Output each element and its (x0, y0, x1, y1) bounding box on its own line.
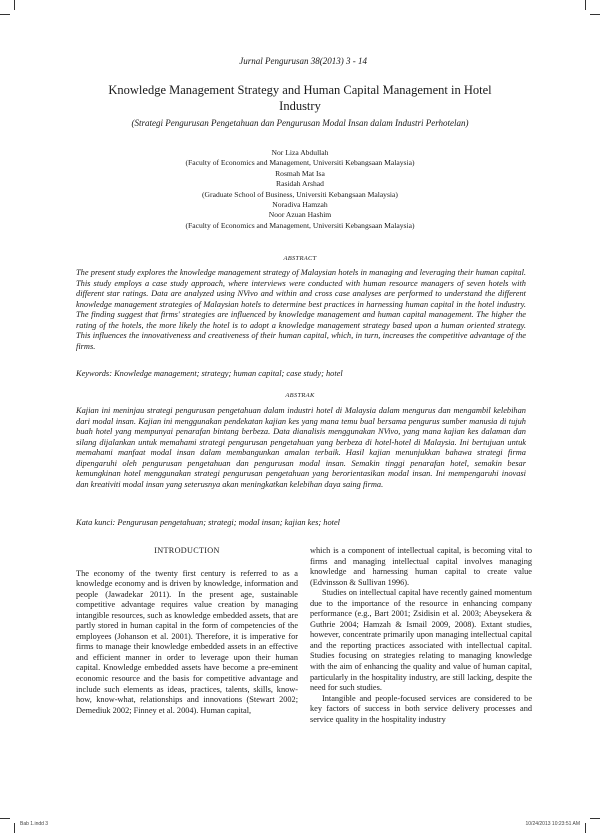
crop-mark-top-right-h (590, 14, 600, 15)
crop-mark-bottom-right-h (590, 818, 600, 819)
abstrak-keywords: Kata kunci: Pengurusan pengetahuan; strategi; modal insan; kajian kes; hotel (76, 518, 341, 527)
author-name: Rasidah Arshad (276, 179, 324, 189)
abstrak-text: Kajian ini meninjau strategi pengurusan pengetahuan dalam industri hotel di Malaysia dalam mengurus dan mengambil kelebihan dari modal insan. Kajian ini menggunakan pendekatan kajian kes yang mana temu bual bersama pengurus sumber manusia di tujuh buah hotel yang mempunyai penarafan bintang berbeza. Data dianalisis menggunakan NVivo, yang mana kajian kes dalaman dan silang dijalankan untuk memahami strategi pengurusan pengetahuan yang berbeza di hotel-hotel di Malaysia. Ini bertujuan untuk memahami manfaat modal insan dalam membangunkan amalan terbaik. Hasil kajian menunjukkan bahawa strategi firma dipengaruhi oleh pengurusan pengetahuan dan pengurusan modal insan. Semakin tinggi penarafan hotel, semakin besar kemungkinan hotel menggunakan strategi pengurusan pengetahuan yang berorientasikan modal insan. Ini mempengaruhi inovasi dan kreativiti modal insan yang seterusnya akan meningkatkan kelebihan daya saing firma. (76, 406, 526, 489)
paper-title: Knowledge Management Strategy and Human Capital Management in Hotel Industry (108, 83, 492, 113)
abstract-keywords: Keywords: Knowledge management; strategy; human capital; case study; hotel (76, 369, 343, 378)
intro-paragraph: which is a component of intellectual capital, is becoming vital to firms and managing intellectual capital involves managing knowledge and harnessing human capital to create value (Edvinsson & Sullivan 1996). (310, 546, 532, 587)
crop-mark-bottom-left-v (14, 823, 15, 833)
abstrak-heading: ABSTRAK (285, 392, 315, 399)
crop-mark-top-right-v (585, 0, 586, 10)
right-column (310, 546, 532, 725)
abstract-heading: ABSTRACT (283, 255, 317, 262)
intro-paragraph: The economy of the twenty first century is referred to as a knowledge economy and is driven by knowledge, information and people (Jawadekar 2011). In the present age, sustainable competitive advantage requires value creation by managing intangible resources, such as knowledge embedded assets, that are partly stored in human capital in the form of competencies of the employees (Johanson et al. 2001). Therefore, it is imperative for firms to manage their knowledge embedded assets in an effective and efficient manner in order to leverage upon their human capital. Knowledge embedded assets have become a pre-eminent economic resource and the basis for competitive advantage and include such elements as ideas, practices, talents, skills, know-how, know-what, relationships and innovations (Stewart 2002; Demediuk 2002; Finney et al. 2004). Human capital, (76, 568, 298, 715)
footer-file-label: Bab 1.indd 3 (20, 821, 49, 827)
author-name: Noradiva Hamzah (272, 200, 328, 210)
author-name: Noor Azuan Hashim (268, 210, 332, 220)
author-name: Rosmah Mat Isa (275, 168, 325, 178)
footer-timestamp: 10/24/2013 10:23:51 AM (525, 821, 580, 827)
left-column (76, 546, 298, 716)
crop-mark-bottom-right-v (585, 823, 586, 833)
crop-mark-bottom-left-h (0, 818, 10, 819)
author-name: Nor Liza Abdullah (271, 148, 329, 157)
intro-paragraph: Studies on intellectual capital have recently gained momentum due to the importance of the resource in enhancing company performance (e.g., Bart 2001; Zsidisin et al. 2003; Abeysekera & Guthrie 2004; Hamzah & Ismail 2009, 2008). Extant studies, however, concentrate primarily upon managing intellectual capital and the reporting practices associated with intellectual capital. Studies focusing on strategies relating to managing knowledge with the aim of enhancing the quality and value of human capital, particularly in the hospitality industry, are still lacking, despite the need for such studies. (310, 588, 532, 693)
crop-mark-top-left-h (0, 14, 10, 15)
author-affiliation: (Faculty of Economics and Management, Universiti Kebangsaan Malaysia) (185, 158, 415, 168)
author-list (90, 148, 510, 231)
author-affiliation: (Graduate School of Business, Universiti Kebangsaan Malaysia) (202, 189, 398, 199)
journal-citation: Jurnal Pengurusan 38(2013) 3 - 14 (239, 56, 367, 66)
abstract-text: The present study explores the knowledge management strategy of Malaysian hotels in managing and leveraging their human capital. This study employs a case study approach, where interviews were conducted with human resource managers of seven hotels with different star ratings. Data are analyzed using NVivo and within and cross case analyses are performed to understand the different knowledge management strategies of Malaysian hotels to determine best practices in harnessing human capital in the hotel industry. The finding suggest that firms' strategies are influenced by knowledge management and human capital management. The higher the rating of the hotels, the more likely the hotel is to adopt a knowledge management strategy based upon a human oriented strategy. This influences the innovativeness and creativeness of their human capital, which, in turn, increases the competitive advantage of the firms. (76, 268, 526, 351)
introduction-heading: INTRODUCTION (154, 546, 220, 555)
intro-paragraph: Intangible and people-focused services are considered to be key factors of success in both service delivery processes and service quality in the hospitality industry (310, 693, 532, 724)
author-affiliation: (Faculty of Economics and Management, Universiti Kebangsaan Malaysia) (185, 220, 415, 230)
crop-mark-top-left-v (14, 0, 15, 10)
paper-subtitle: (Strategi Pengurusan Pengetahuan dan Pengurusan Modal Insan dalam Industri Perhotelan) (131, 118, 469, 128)
